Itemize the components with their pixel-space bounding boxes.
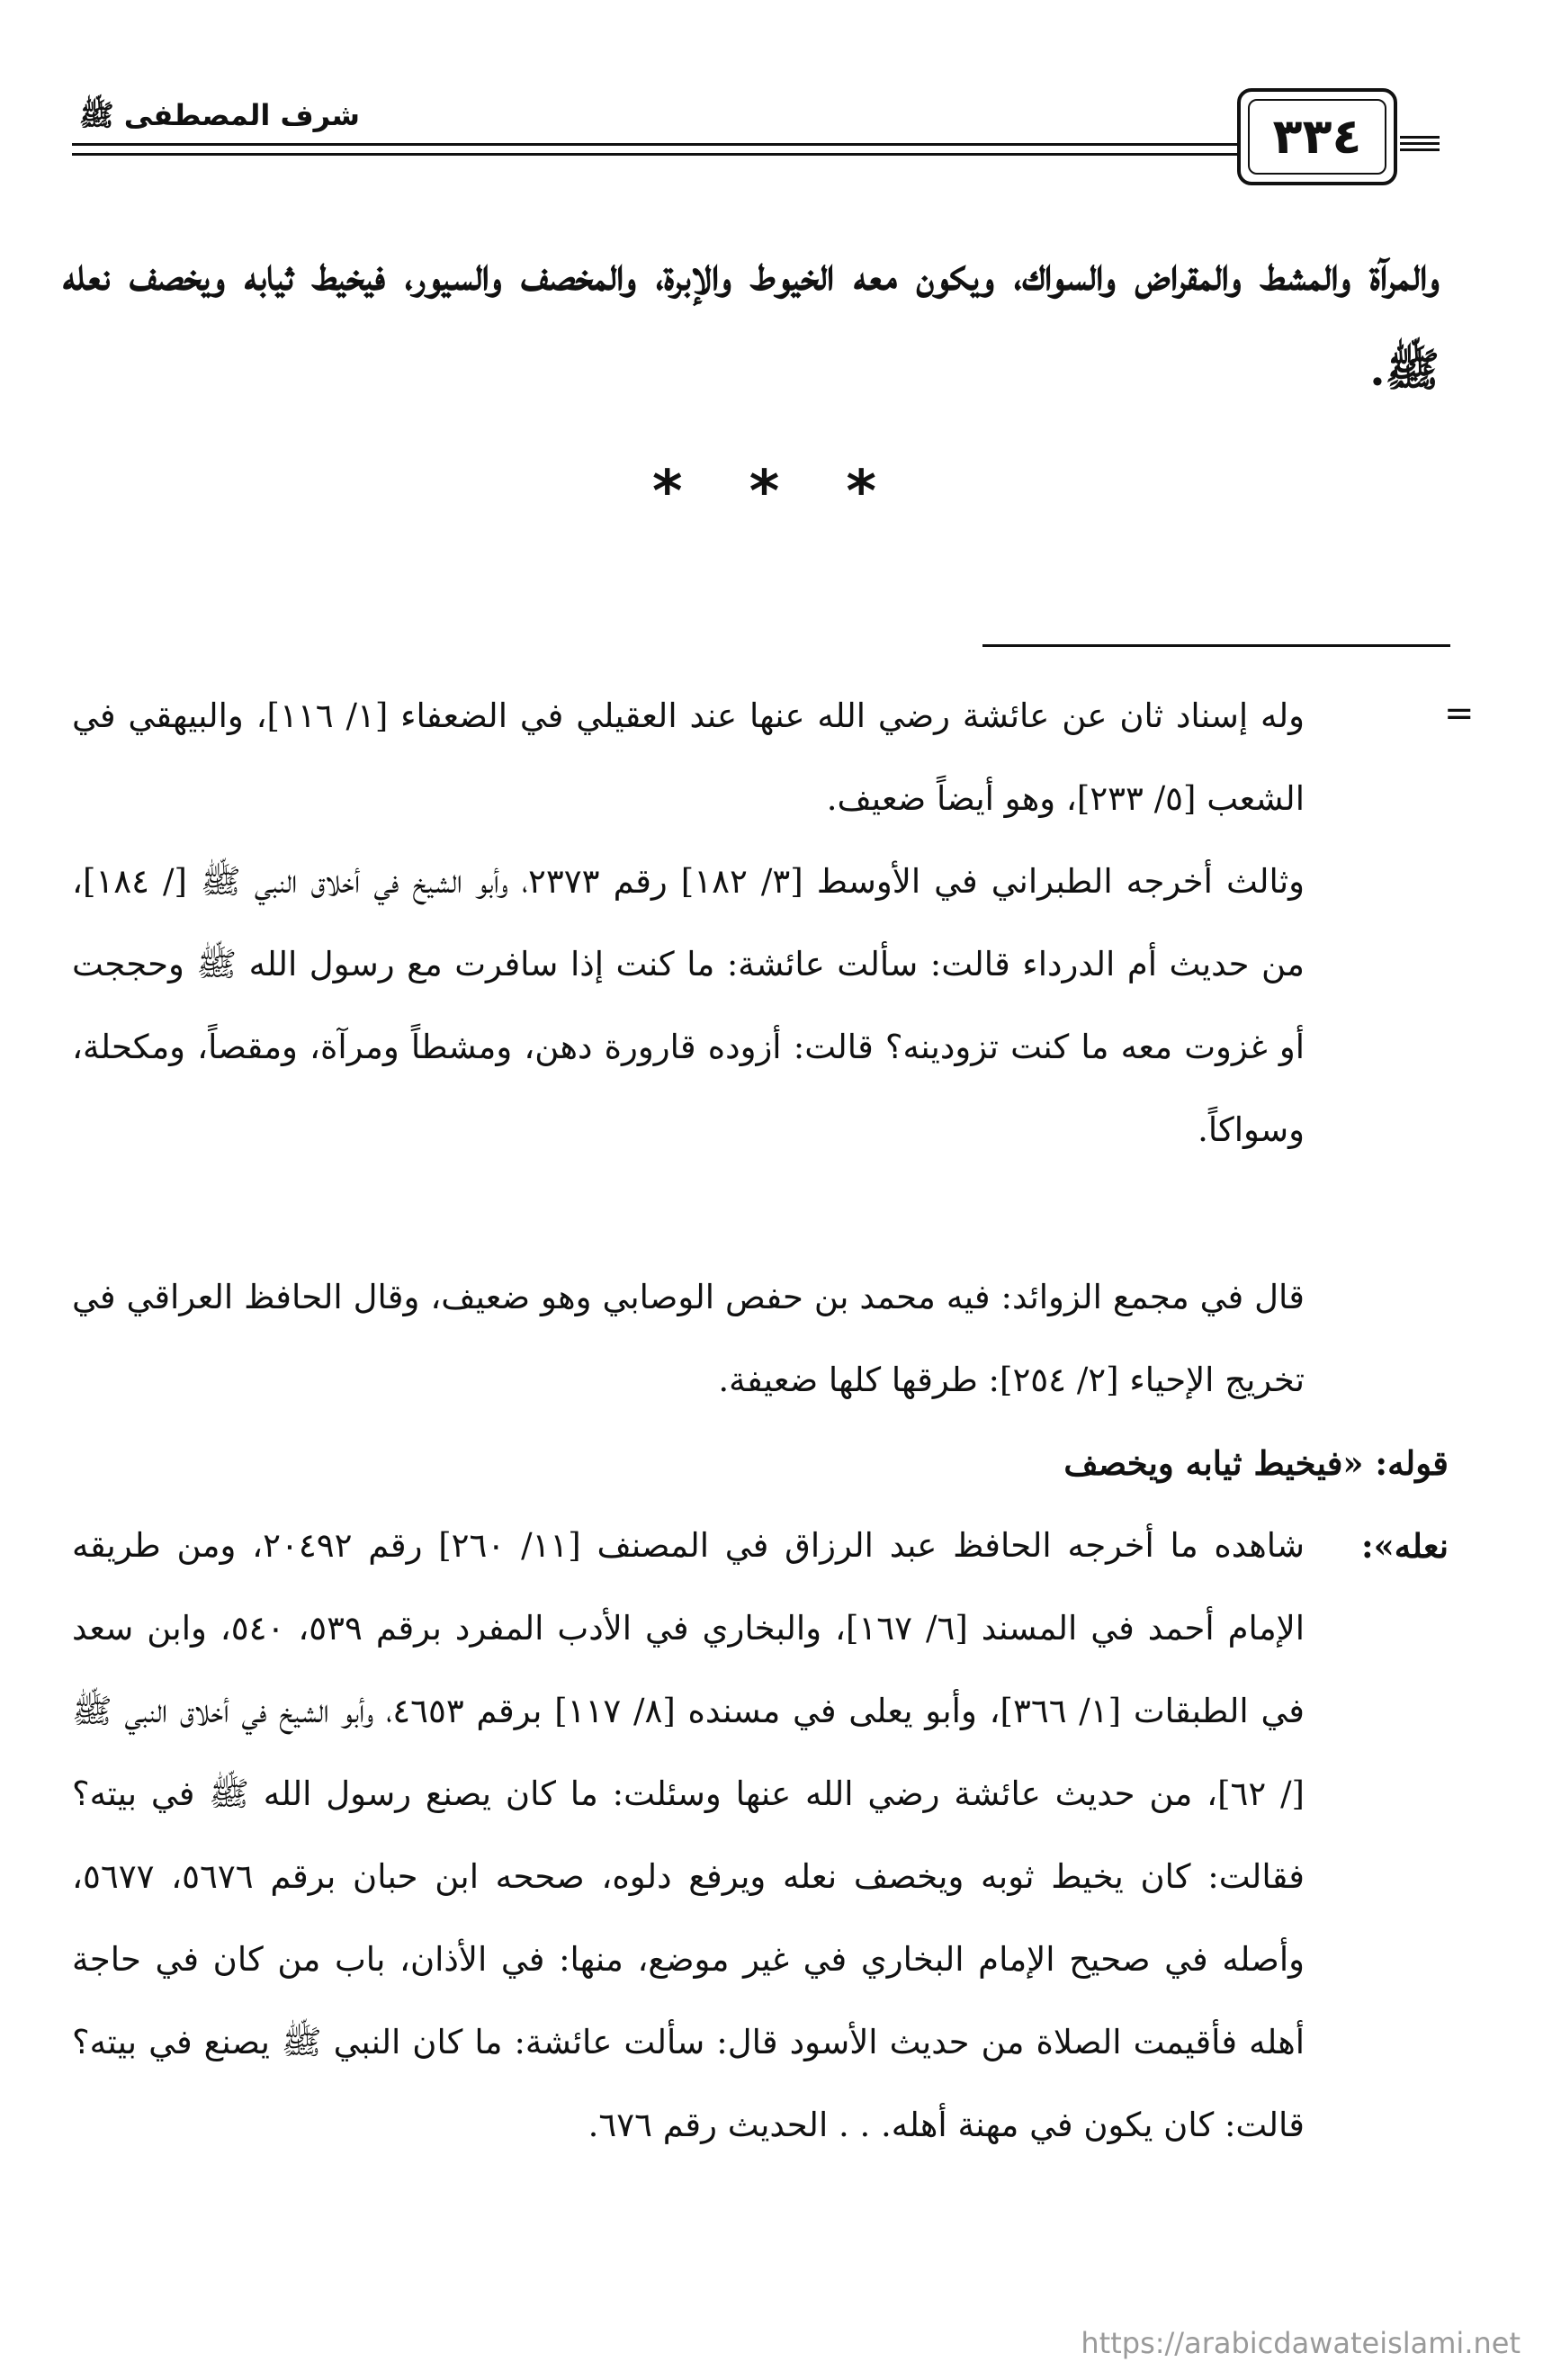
book-title: شرف المصطفى ﷺ [78, 98, 360, 132]
footnote-paragraph: شاهده ما أخرجه الحافظ عبد الرزاق في المصنف [١١/ ٢٦٠] رقم ٢٠٤٩٢، ومن طريقه الإمام أحمد في المسند [٦/ ١٦٧]، والبخاري في الأدب المفرد برقم ٥٣٩، ٥٤٠، وابن سعد في الطبقات [١/ ٣٦٦]، وأبو يعلى في مسنده [٨/ ١١٧] برقم ٤٦٥٣، وأبو الشيخ في أخلاق النبي ﷺ [/ ٦٢]، من حديث عائشة رضي الله عنها وسئلت: ما كان يصنع رسول الله ﷺ في بيته؟ فقالت: كان يخيط ثوبه ويخصف نعله ويرفع دلوه، صححه ابن حبان برقم ٥٦٧٦، ٥٦٧٧، وأصله في صحيح الإمام البخاري في غير موضع، منها: في الأذان، باب من كان في حاجة أهله فأقيمت الصلاة من حديث الأسود قال: سألت عائشة: ما كان النبي ﷺ يصنع في بيته؟ قالت: كان يكون في مهنة أهله. . . الحديث رقم ٦٧٦. [72, 1526, 1305, 2144]
footnote-paragraph: وله إسناد ثان عن عائشة رضي الله عنها عند العقيلي في الضعفاء [١/ ١١٦]، والبيهقي في الشعب [٥/ ٢٣٣]، وهو أيضاً ضعيف. [72, 696, 1305, 818]
watermark-url: https://arabicdawateislami.net [1081, 2326, 1521, 2360]
footnote-paragraph: قال في مجمع الزوائد: فيه محمد بن حفص الوصابي وهو ضعيف، وقال الحافظ العراقي في تخريج الإحياء [٢/ ٢٥٤]: طرقها كلها ضعيفة. [72, 1278, 1305, 1399]
footnote-divider [982, 644, 1450, 647]
header-rule [72, 153, 1242, 156]
footnote-continuation-mark: = [1444, 693, 1475, 734]
page-number: ٣٣٤ [1272, 108, 1362, 165]
header-ornament-rules [1400, 136, 1440, 157]
footnote-heading: قوله: «فيخيط ثيابه ويخصف نعله»: [1063, 1443, 1449, 1566]
footnote-paragraph: وثالث أخرجه الطبراني في الأوسط [٣/ ١٨٢] رقم ٢٣٧٣، وأبو الشيخ في أخلاق النبي ﷺ [/ ١٨٤]، من حديث أم الدرداء قالت: سألت عائشة: ما كنت إذا سافرت مع رسول الله ﷺ وحججت أو غزوت معه ما كنت تزودينه؟ قالت: أزوده قارورة دهن، ومشطاً ومرآة، ومقصاً، ومكحلة، وسواكاً. [72, 862, 1305, 1149]
section-separator: * * * [652, 459, 900, 525]
main-text: والمرآة والمشط والمقراض والسواك، ويكون معه الخيوط والإبرة، والمخصف والسيور، فيخيط ثيابه ويخصف نعله ﷺ. [63, 247, 1440, 396]
page-number-frame-inner [1248, 99, 1386, 175]
page-number-frame [1237, 88, 1397, 185]
header-rule [72, 143, 1242, 146]
